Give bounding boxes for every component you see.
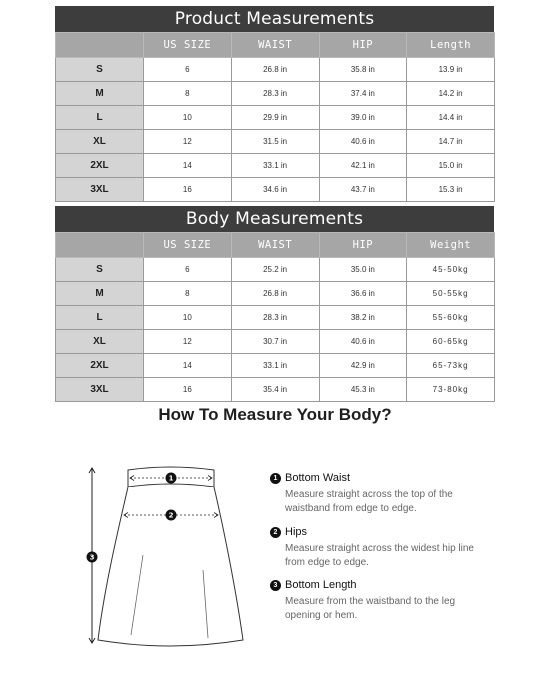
- hip-cell: 40.6 in: [319, 130, 407, 154]
- length-cell: 14.4 in: [407, 106, 495, 130]
- size-label-cell: 3XL: [56, 378, 144, 402]
- table-row: [56, 258, 495, 282]
- us-size-cell: 16: [144, 178, 232, 202]
- table-row: [56, 154, 495, 178]
- legend-item-bottom-waist: [270, 472, 530, 516]
- header-length: Length: [407, 33, 495, 58]
- length-cell: 15.0 in: [407, 154, 495, 178]
- table-row: [56, 306, 495, 330]
- size-label-cell: L: [56, 306, 144, 330]
- legend-label: Bottom Waist: [285, 472, 350, 484]
- header-hip: HIP: [319, 33, 407, 58]
- us-size-cell: 14: [144, 154, 232, 178]
- hip-cell: 38.2 in: [319, 306, 407, 330]
- table-row: [56, 106, 495, 130]
- hip-cell: 40.6 in: [319, 330, 407, 354]
- us-size-cell: 8: [144, 282, 232, 306]
- body-measurements-table: [55, 232, 495, 402]
- hip-cell: 42.1 in: [319, 154, 407, 178]
- legend-description: Measure from the waistband to the leg opening or hem.: [285, 596, 456, 621]
- body-measurements-title: Body Measurements: [55, 206, 494, 232]
- hip-cell: 39.0 in: [319, 106, 407, 130]
- weight-cell: 65-73kg: [407, 354, 495, 378]
- svg-text:2: 2: [168, 511, 174, 520]
- us-size-cell: 6: [144, 258, 232, 282]
- table-row: [56, 178, 495, 202]
- product-measurements-title: Product Measurements: [55, 6, 494, 32]
- legend-label: Hips: [285, 526, 308, 538]
- table-header-row: [56, 233, 495, 258]
- size-label-cell: M: [56, 282, 144, 306]
- weight-cell: 55-60kg: [407, 306, 495, 330]
- size-label-cell: 2XL: [56, 354, 144, 378]
- waist-cell: 26.8 in: [231, 58, 319, 82]
- size-label-cell: M: [56, 82, 144, 106]
- size-label-cell: 2XL: [56, 154, 144, 178]
- size-label-cell: L: [56, 106, 144, 130]
- legend-label: Bottom Length: [285, 579, 357, 591]
- svg-text:1: 1: [168, 474, 174, 483]
- waist-cell: 35.4 in: [231, 378, 319, 402]
- table-row: [56, 58, 495, 82]
- skirt-diagram: [0, 440, 270, 670]
- us-size-cell: 12: [144, 330, 232, 354]
- table-row: [56, 82, 495, 106]
- waist-cell: 26.8 in: [231, 282, 319, 306]
- header-waist: WAIST: [231, 233, 319, 258]
- header-us-size: US SIZE: [144, 233, 232, 258]
- header-weight: Weight: [407, 233, 495, 258]
- hip-cell: 35.8 in: [319, 58, 407, 82]
- table-row: [56, 354, 495, 378]
- waist-cell: 33.1 in: [231, 354, 319, 378]
- marker-1-icon: [166, 473, 177, 484]
- size-label-cell: S: [56, 58, 144, 82]
- length-cell: 13.9 in: [407, 58, 495, 82]
- table-row: [56, 130, 495, 154]
- waist-cell: 29.9 in: [231, 106, 319, 130]
- number-1-icon: 1: [270, 473, 281, 484]
- length-cell: 14.2 in: [407, 82, 495, 106]
- product-measurements-table: [55, 32, 495, 202]
- how-to-measure-title: How To Measure Your Body?: [158, 405, 392, 424]
- waist-cell: 25.2 in: [231, 258, 319, 282]
- skirt-outline-icon: [98, 467, 243, 646]
- waist-cell: 33.1 in: [231, 154, 319, 178]
- hip-cell: 35.0 in: [319, 258, 407, 282]
- svg-text:3: 3: [89, 553, 95, 562]
- us-size-cell: 10: [144, 306, 232, 330]
- weight-cell: 45-50kg: [407, 258, 495, 282]
- marker-3-icon: [87, 552, 98, 563]
- header-waist: WAIST: [231, 33, 319, 58]
- size-label-cell: S: [56, 258, 144, 282]
- us-size-cell: 6: [144, 58, 232, 82]
- hip-cell: 36.6 in: [319, 282, 407, 306]
- hip-cell: 37.4 in: [319, 82, 407, 106]
- table-header-row: [56, 33, 495, 58]
- us-size-cell: 12: [144, 130, 232, 154]
- header-us-size: US SIZE: [144, 33, 232, 58]
- legend-item-bottom-length: [270, 579, 530, 623]
- waist-cell: 31.5 in: [231, 130, 319, 154]
- length-cell: 15.3 in: [407, 178, 495, 202]
- number-3-icon: 3: [270, 580, 281, 591]
- legend-item-hips: [270, 526, 530, 570]
- hip-cell: 43.7 in: [319, 178, 407, 202]
- size-label-cell: 3XL: [56, 178, 144, 202]
- waist-cell: 34.6 in: [231, 178, 319, 202]
- us-size-cell: 10: [144, 106, 232, 130]
- length-cell: 14.7 in: [407, 130, 495, 154]
- weight-cell: 73-80kg: [407, 378, 495, 402]
- weight-cell: 60-65kg: [407, 330, 495, 354]
- waist-cell: 28.3 in: [231, 306, 319, 330]
- us-size-cell: 8: [144, 82, 232, 106]
- weight-cell: 50-55kg: [407, 282, 495, 306]
- waist-cell: 28.3 in: [231, 82, 319, 106]
- header-size: [56, 33, 144, 58]
- header-hip: HIP: [319, 233, 407, 258]
- legend-description: Measure straight across the widest hip line from edge to edge.: [285, 543, 474, 568]
- number-2-icon: 2: [270, 527, 281, 538]
- hip-cell: 42.9 in: [319, 354, 407, 378]
- table-row: [56, 378, 495, 402]
- us-size-cell: 14: [144, 354, 232, 378]
- waist-cell: 30.7 in: [231, 330, 319, 354]
- hip-cell: 45.3 in: [319, 378, 407, 402]
- header-size: [56, 233, 144, 258]
- size-label-cell: XL: [56, 330, 144, 354]
- table-row: [56, 282, 495, 306]
- table-row: [56, 330, 495, 354]
- legend-description: Measure straight across the top of the waistband from edge to edge.: [285, 489, 453, 514]
- us-size-cell: 16: [144, 378, 232, 402]
- marker-2-icon: [166, 510, 177, 521]
- size-label-cell: XL: [56, 130, 144, 154]
